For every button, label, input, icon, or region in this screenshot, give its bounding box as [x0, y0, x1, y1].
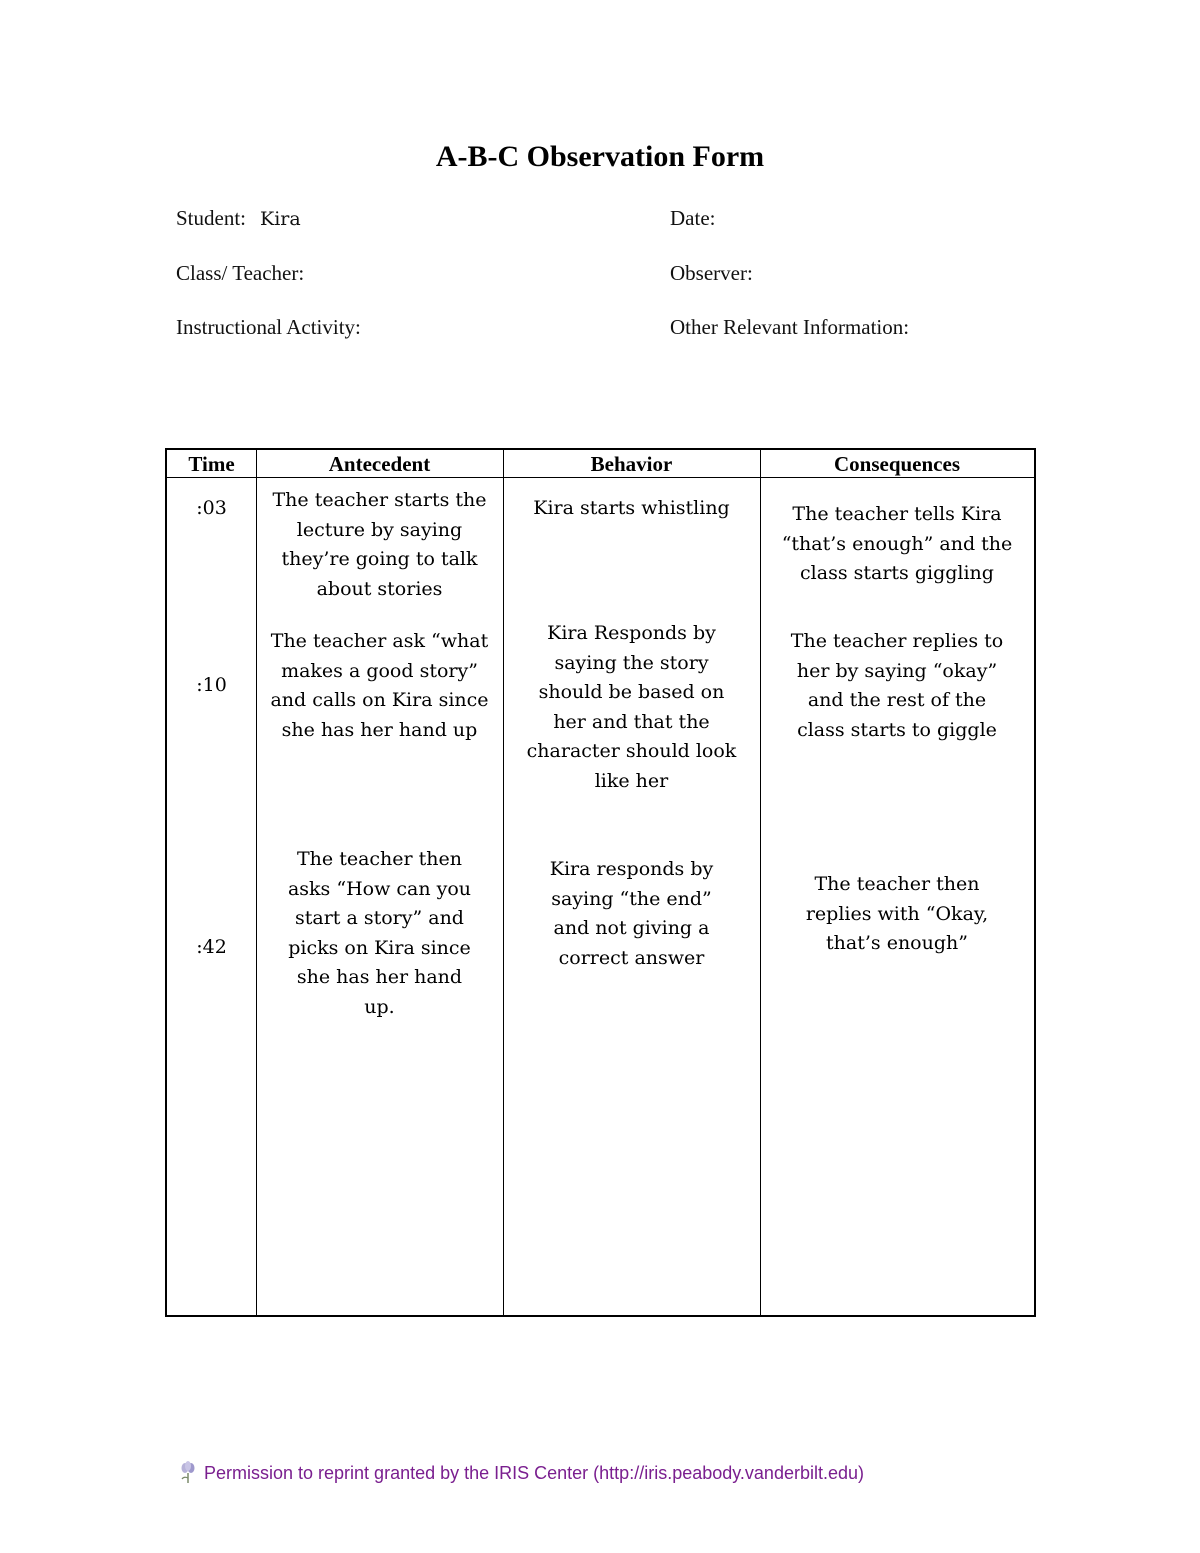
observer-label: Observer:	[670, 261, 753, 285]
abc-observation-table	[165, 448, 1036, 1317]
row-3-antecedent	[256, 845, 503, 1022]
header-divider	[167, 477, 1034, 478]
text-line: The teacher ask “what	[270, 630, 489, 652]
text-line: class starts to giggle	[797, 718, 997, 741]
text-line: about stories	[316, 577, 443, 600]
student-field	[176, 206, 301, 231]
text-line: that’s enough”	[826, 932, 968, 954]
class-teacher-label: Class/ Teacher:	[176, 261, 305, 285]
text-line: Kira Responds by	[547, 622, 716, 644]
text-line: she has her hand up	[281, 718, 478, 741]
text-line: The teacher then	[814, 873, 980, 895]
text-line: lecture by saying	[296, 518, 463, 541]
header-behavior: Behavior	[590, 452, 673, 476]
row-3-behavior	[503, 855, 760, 973]
student-value: Kira	[260, 208, 301, 230]
text-line: replies with “Okay,	[805, 902, 989, 925]
text-line: picks on Kira since	[288, 936, 471, 959]
flower-icon	[178, 1460, 198, 1484]
student-label: Student:	[176, 206, 247, 230]
row-2-antecedent	[256, 627, 503, 745]
footer-text: Permission to reprint granted by the IRIS Center (http://iris.peabody.vanderbilt.edu)	[204, 1463, 864, 1483]
text-line: The teacher tells Kira	[792, 503, 1002, 525]
text-line: she has her hand	[296, 966, 463, 988]
text-line: saying “the end”	[551, 887, 712, 910]
text-line: The teacher then	[297, 848, 462, 870]
text-line: Kira starts whistling	[533, 497, 730, 519]
text-line: start a story” and	[295, 907, 464, 929]
text-line: and calls on Kira since	[270, 689, 489, 711]
text-line: her and that the	[553, 710, 710, 733]
row-1-behavior	[503, 494, 760, 524]
text-line: and not giving a	[553, 917, 710, 939]
text-line: her by saying “okay”	[796, 659, 998, 682]
header-time: Time	[188, 452, 235, 476]
text-line: The teacher starts the	[272, 489, 487, 511]
text-line: they’re going to talk	[281, 548, 478, 570]
text-line: makes a good story”	[281, 659, 478, 682]
row-3-time: :42	[196, 936, 227, 958]
text-line: correct answer	[558, 946, 705, 969]
instructional-activity-label: Instructional Activity:	[176, 315, 361, 339]
permission-footer	[178, 1460, 864, 1484]
text-line: The teacher replies to	[790, 630, 1004, 652]
row-2-behavior	[503, 619, 760, 796]
row-3-consequences	[760, 870, 1034, 959]
text-line: and the rest of the	[807, 689, 987, 711]
row-2-time: :10	[196, 674, 227, 696]
other-relevant-info-label: Other Relevant Information:	[670, 315, 910, 339]
text-line: class starts giggling	[800, 562, 994, 584]
form-title: A-B-C Observation Form	[435, 140, 765, 173]
row-1-time: :03	[196, 497, 227, 519]
row-1-consequences	[760, 500, 1034, 589]
row-2-consequences	[760, 627, 1034, 745]
header-consequences: Consequences	[833, 452, 960, 476]
text-line: Kira responds by	[549, 858, 714, 880]
text-line: should be based on	[538, 681, 725, 703]
text-line: character should look	[526, 740, 737, 762]
text-line: “that’s enough” and the	[781, 532, 1013, 555]
row-1-antecedent	[256, 486, 503, 604]
text-line: asks “How can you	[287, 877, 472, 900]
date-label: Date:	[670, 206, 716, 230]
text-line: up.	[364, 995, 395, 1018]
header-antecedent: Antecedent	[328, 452, 431, 476]
text-line: like her	[594, 769, 669, 792]
text-line: saying the story	[554, 651, 709, 674]
